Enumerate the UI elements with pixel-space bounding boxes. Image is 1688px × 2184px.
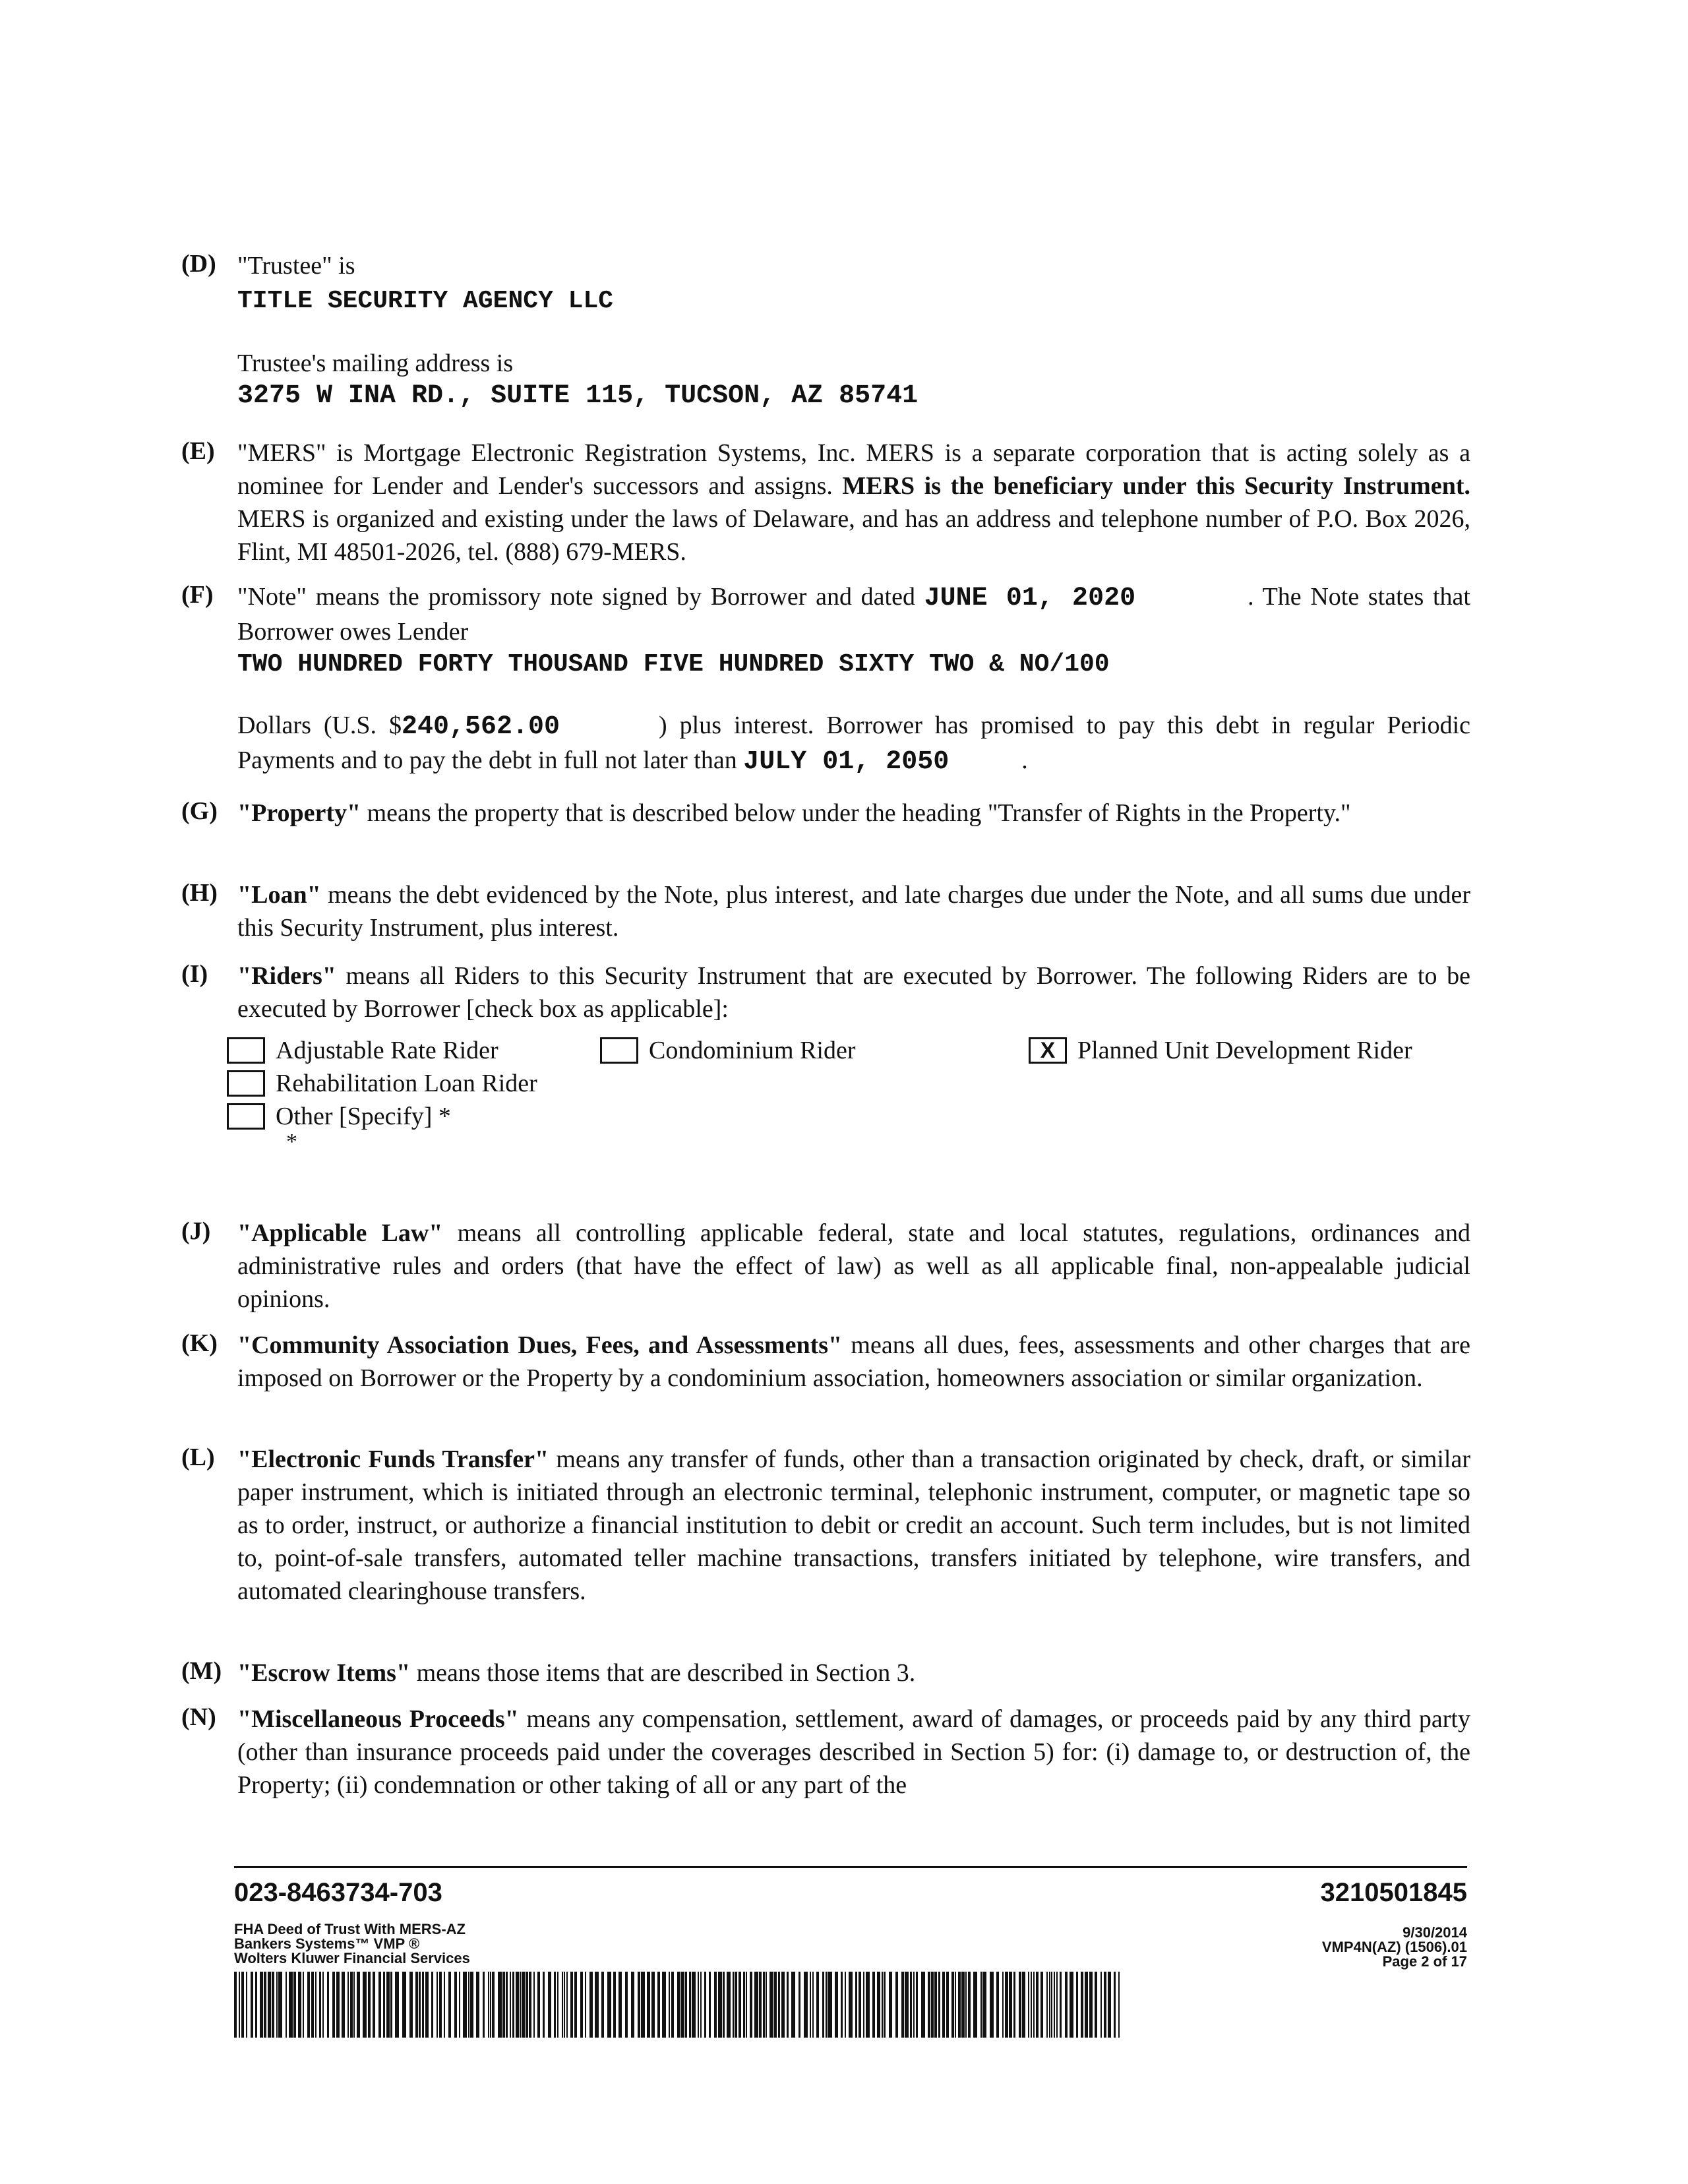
barcode-bar <box>488 1972 489 2038</box>
barcode-bar <box>293 1972 296 2038</box>
barcode-bar <box>512 1972 514 2038</box>
barcode-bar <box>251 1972 253 2038</box>
barcode-bar <box>383 1972 385 2038</box>
barcode-bar <box>1046 1972 1048 2038</box>
barcode-bar <box>955 1972 956 2038</box>
barcode-bar <box>961 1972 965 2038</box>
barcode-bar <box>921 1972 925 2038</box>
section-property: (G) "Property" means the property that is described below under the heading "Transfer of Rights in the Property." <box>181 797 1351 827</box>
barcode-bar <box>347 1972 349 2038</box>
barcode-bar <box>822 1972 824 2038</box>
section-label: (F) <box>181 581 214 609</box>
section-label: (M) <box>181 1657 222 1685</box>
barcode-bar <box>1095 1972 1097 2038</box>
note-dollars-text: Dollars (U.S. $240,562.00 ) plus interest. Borrower has promised to pay this debt in regular Periodic Payments and to pay the debt in full not later than JULY 01, 2050 . <box>237 712 1470 777</box>
barcode-bar <box>882 1972 883 2038</box>
barcode-bar <box>1036 1972 1039 2038</box>
barcode-bar <box>272 1972 274 2038</box>
barcode-bar <box>1054 1972 1055 2038</box>
barcode-bar <box>468 1972 469 2038</box>
barcode-bar <box>448 1972 451 2038</box>
barcode-bar <box>342 1972 345 2038</box>
barcode-bar <box>557 1972 558 2038</box>
barcode-bar <box>759 1972 762 2038</box>
barcode-bar <box>812 1972 814 2038</box>
barcode-bar <box>336 1972 340 2038</box>
barcode-bar <box>255 1972 257 2038</box>
section-applicable-law: (J) "Applicable Law" means all controlling applicable federal, state and local statutes, regulations, ordinances and administrative rules and orders (that have the effect of law) as well as all applicable final, non-appealable judicial opinions. <box>181 1217 1470 1313</box>
barcode-bar <box>714 1972 717 2038</box>
barcode-bar <box>647 1972 650 2038</box>
barcode-bar <box>595 1972 599 2038</box>
barcode-bar <box>810 1972 811 2038</box>
rider-planned-unit-development[interactable]: X Planned Unit Development Rider <box>1029 1036 1412 1065</box>
barcode-bar <box>1114 1972 1116 2038</box>
barcode-bar <box>437 1972 438 2038</box>
barcode-bar <box>506 1972 508 2038</box>
barcode-bar <box>733 1972 734 2038</box>
barcode-bar <box>1104 1972 1106 2038</box>
barcode-bar <box>750 1972 752 2038</box>
section-loan: (H) "Loan" means the debt evidenced by the Note, plus interest, and late charges due under the Note, and all sums due under this Security Instrument, plus interest. <box>181 879 1470 942</box>
barcode-bar <box>439 1972 442 2038</box>
checkbox[interactable] <box>600 1037 638 1064</box>
barcode-bar <box>526 1972 528 2038</box>
note-amount-words: TWO HUNDRED FORTY THOUSAND FIVE HUNDRED SIXTY TWO & NO/100 <box>237 650 1110 679</box>
barcode-bar <box>476 1972 479 2038</box>
barcode-bar <box>913 1972 915 2038</box>
barcode-bar <box>353 1972 355 2038</box>
barcode-bar <box>357 1972 360 2038</box>
barcode-bar <box>965 1972 967 2038</box>
barcode-bar <box>498 1972 502 2038</box>
barcode-bar <box>327 1972 329 2038</box>
barcode-bar <box>289 1972 293 2038</box>
barcode-bar <box>657 1972 660 2038</box>
barcode-bar <box>1028 1972 1029 2038</box>
barcode-bar <box>319 1972 321 2038</box>
barcode-bar <box>934 1972 937 2038</box>
barcode-bar <box>735 1972 737 2038</box>
barcode-bar <box>516 1972 519 2038</box>
barcode-bar <box>766 1972 767 2038</box>
case-number: 023-8463734-703 <box>234 1878 442 1907</box>
barcode-bar <box>973 1972 977 2038</box>
barcode-bar <box>1100 1972 1102 2038</box>
barcode-bar <box>422 1972 424 2038</box>
barcode-bar <box>470 1972 473 2038</box>
barcode-bar <box>841 1972 843 2038</box>
barcode-bar <box>574 1972 577 2038</box>
barcode-bar <box>631 1972 634 2038</box>
barcode-bar <box>638 1972 640 2038</box>
barcode-bar <box>916 1972 918 2038</box>
trustee-address-intro: Trustee's mailing address is <box>237 349 514 377</box>
barcode-bar <box>409 1972 413 2038</box>
section-note <box>181 580 1470 779</box>
barcode-bar <box>982 1972 986 2038</box>
barcode-bar <box>625 1972 628 2038</box>
barcode-bar <box>938 1972 940 2038</box>
form-version: 9/30/2014 VMP4N(AZ) (1506).01 Page 2 of 17 <box>1321 1924 1467 1970</box>
note-maturity-date: JULY 01, 2050 <box>743 747 950 777</box>
checkbox-checked[interactable]: X <box>1029 1037 1067 1064</box>
barcode-bar <box>1033 1972 1035 2038</box>
trustee-intro: "Trustee" is <box>237 252 355 280</box>
loan-number: 3210501845 <box>1320 1878 1467 1907</box>
barcode-bar <box>425 1972 429 2038</box>
barcode-bar <box>395 1972 399 2038</box>
barcode-bar <box>1118 1972 1120 2038</box>
barcode-bar <box>332 1972 335 2038</box>
barcode-bar <box>662 1972 666 2038</box>
barcode-bar <box>738 1972 741 2038</box>
barcode-bar <box>1019 1972 1021 2038</box>
barcode-bar <box>431 1972 433 2038</box>
barcode-bar <box>276 1972 278 2038</box>
barcode-bar <box>589 1972 593 2038</box>
section-electronic-funds-transfer: (L) "Electronic Funds Transfer" means any transfer of funds, other than a transaction originated by check, draft, or similar paper instrument, which is initiated through an electronic terminal, telephonic instrument, computer, or magnetic tape so as to order, instruct, or authorize a financial institution to debit or credit an account. Such term includes, but is not limited to, point-of-sale transfers, automated teller machine transactions, transfers initiated by telephone, wire transfers, and automated clearinghouse transfers. <box>181 1443 1470 1605</box>
barcode-bar <box>618 1972 622 2038</box>
section-escrow-items: (M) "Escrow Items" means those items that are described in Section 3. <box>181 1657 916 1687</box>
section-label: (G) <box>181 797 218 825</box>
barcode-bar <box>1005 1972 1008 2038</box>
note-text: "Note" means the promissory note signed by Borrower and dated JUNE 01, 2020 . The Note states that Borrower owes Lender <box>237 583 1470 646</box>
barcode-bar <box>718 1972 722 2038</box>
form-info: FHA Deed of Trust With MERS-AZ Bankers Systems™ VMP ® Wolters Kluwer Financial Services <box>234 1921 470 1966</box>
barcode-bar <box>723 1972 725 2038</box>
rider-other[interactable]: Other [Specify] * <box>227 1102 451 1131</box>
note-date: JUNE 01, 2020 <box>924 584 1136 613</box>
section-label: (D) <box>181 250 216 278</box>
barcode-bar <box>1056 1972 1058 2038</box>
barcode-bar <box>743 1972 745 2038</box>
barcode-bar <box>543 1972 545 2038</box>
barcode-bar <box>791 1972 795 2038</box>
barcode-bar <box>671 1972 674 2038</box>
barcode-bar <box>651 1972 655 2038</box>
barcode-bar <box>816 1972 819 2038</box>
barcode-bar <box>490 1972 491 2038</box>
section-riders: (I) "Riders" means all Riders to this Security Instrument that are executed by Borrower. The following Riders are to be executed by Borrower [check box as applicable]: Adjustable Rate Rider Condominium Rider X Planned Unit Development Rider Rehabilitation Loan Rider Other [Specify] * * <box>237 959 1470 1156</box>
barcode-bar <box>863 1972 864 2038</box>
barcode-bar <box>905 1972 909 2038</box>
barcode-bar <box>804 1972 808 2038</box>
barcode-bar <box>239 1972 240 2038</box>
section-label: (N) <box>181 1703 216 1731</box>
barcode-bar <box>1013 1972 1015 2038</box>
barcode-bar <box>363 1972 367 2038</box>
barcode-bar <box>669 1972 670 2038</box>
barcode-bar <box>246 1972 247 2038</box>
mers-text: "MERS" is Mortgage Electronic Registration Systems, Inc. MERS is a separate corporation that is acting solely as a nominee for Lender and Lender's successors and assigns. MERS is the beneficiary under this Security Instrument. MERS is organized and existing under the laws of Delaware, and has an address and telephone number of P.O. Box 2026, Flint, MI 48501-2026, tel. (888) 679-MERS. <box>237 439 1470 566</box>
barcode-bar <box>601 1972 604 2038</box>
barcode-bar <box>260 1972 263 2038</box>
barcode-bar <box>1031 1972 1032 2038</box>
checkbox[interactable] <box>227 1070 265 1097</box>
barcode-bar <box>1040 1972 1043 2038</box>
barcode-bar <box>946 1972 949 2038</box>
barcode-bar <box>990 1972 994 2038</box>
barcode <box>234 1972 1121 2038</box>
barcode-bar <box>799 1972 800 2038</box>
barcode-bar <box>378 1972 381 2038</box>
barcode-bar <box>781 1972 785 2038</box>
barcode-bar <box>763 1972 765 2038</box>
barcode-bar <box>849 1972 853 2038</box>
barcode-bar <box>264 1972 266 2038</box>
barcode-bar <box>942 1972 945 2038</box>
trustee-name: TITLE SECURITY AGENCY LLC <box>237 287 614 315</box>
barcode-bar <box>866 1972 870 2038</box>
section-community-association: (K) "Community Association Dues, Fees, and Assessments" means all dues, fees, assessments and other charges that are imposed on Borrower or the Property by a condominium association, homeowners association or similar organization. <box>181 1329 1470 1392</box>
checkbox[interactable] <box>227 1037 265 1064</box>
barcode-bar <box>415 1972 418 2038</box>
section-label: (H) <box>181 879 218 907</box>
barcode-bar <box>746 1972 747 2038</box>
barcode-bar <box>774 1972 777 2038</box>
barcode-bar <box>390 1972 392 2038</box>
barcode-bar <box>520 1972 521 2038</box>
barcode-bar <box>889 1972 892 2038</box>
barcode-bar <box>1081 1972 1083 2038</box>
rider-rehabilitation-loan[interactable]: Rehabilitation Loan Rider <box>227 1069 537 1098</box>
barcode-bar <box>928 1972 930 2038</box>
barcode-bar <box>463 1972 467 2038</box>
barcode-bar <box>564 1972 565 2038</box>
barcode-bar <box>483 1972 485 2038</box>
rider-checklist <box>237 1031 1470 1156</box>
barcode-bar <box>562 1972 563 2038</box>
barcode-bar <box>307 1972 310 2038</box>
barcode-bar <box>641 1972 645 2038</box>
barcode-bar <box>901 1972 904 2038</box>
barcode-bar <box>454 1972 457 2038</box>
barcode-bar <box>278 1972 282 2038</box>
barcode-bar <box>607 1972 611 2038</box>
note-amount: 240,562.00 <box>402 712 560 742</box>
barcode-bar <box>444 1972 445 2038</box>
barcode-bar <box>311 1972 314 2038</box>
rider-condominium[interactable]: Condominium Rider <box>600 1036 856 1065</box>
section-label: (K) <box>181 1329 218 1357</box>
barcode-bar <box>234 1972 237 2038</box>
barcode-bar <box>522 1972 525 2038</box>
barcode-bar <box>303 1972 304 2038</box>
checkbox[interactable] <box>227 1103 265 1130</box>
barcode-bar <box>322 1972 324 2038</box>
barcode-bar <box>787 1972 789 2038</box>
barcode-bar <box>700 1972 702 2038</box>
barcode-bar <box>419 1972 421 2038</box>
barcode-bar <box>958 1972 961 2038</box>
barcode-bar <box>373 1972 375 2038</box>
barcode-bar <box>872 1972 875 2038</box>
barcode-bar <box>769 1972 773 2038</box>
barcode-bar <box>677 1972 680 2038</box>
barcode-bar <box>877 1972 880 2038</box>
rider-adjustable-rate[interactable]: Adjustable Rate Rider <box>227 1036 498 1065</box>
barcode-bar <box>368 1972 371 2038</box>
other-asterisk: * <box>286 1130 297 1154</box>
barcode-bar <box>778 1972 780 2038</box>
barcode-bar <box>554 1972 556 2038</box>
trustee-address: 3275 W INA RD., SUITE 115, TUCSON, AZ 85741 <box>237 381 919 411</box>
section-mers <box>181 437 1470 568</box>
barcode-bar <box>580 1972 583 2038</box>
barcode-bar <box>529 1972 531 2038</box>
barcode-bar <box>548 1972 551 2038</box>
section-label: (J) <box>181 1217 211 1245</box>
barcode-bar <box>350 1972 353 2038</box>
barcode-bar <box>241 1972 244 2038</box>
barcode-bar <box>1049 1972 1050 2038</box>
barcode-bar <box>709 1972 711 2038</box>
barcode-bar <box>1009 1972 1012 2038</box>
footer-rule <box>234 1866 1467 1868</box>
barcode-bar <box>1089 1972 1093 2038</box>
barcode-bar <box>692 1972 696 2038</box>
barcode-bar <box>1002 1972 1004 2038</box>
barcode-bar <box>537 1972 540 2038</box>
barcode-bar <box>895 1972 898 2038</box>
barcode-bar <box>859 1972 861 2038</box>
barcode-bar <box>502 1972 505 2038</box>
barcode-bar <box>459 1972 460 2038</box>
barcode-bar <box>845 1972 846 2038</box>
barcode-bar <box>704 1972 706 2038</box>
barcode-bar <box>826 1972 828 2038</box>
barcode-bar <box>828 1972 832 2038</box>
barcode-bar <box>681 1972 684 2038</box>
barcode-bar <box>585 1972 586 2038</box>
barcode-bar <box>835 1972 838 2038</box>
section-label: (E) <box>181 437 215 465</box>
barcode-bar <box>855 1972 857 2038</box>
barcode-bar <box>685 1972 687 2038</box>
barcode-bar <box>980 1972 982 2038</box>
barcode-bar <box>689 1972 691 2038</box>
barcode-bar <box>386 1972 390 2038</box>
barcode-bar <box>1085 1972 1088 2038</box>
barcode-bar <box>1108 1972 1111 2038</box>
section-label: (L) <box>181 1443 215 1471</box>
section-trustee <box>181 249 1470 413</box>
barcode-bar <box>492 1972 495 2038</box>
barcode-bar <box>1076 1972 1078 2038</box>
barcode-bar <box>910 1972 912 2038</box>
barcode-bar <box>566 1972 568 2038</box>
barcode-bar <box>968 1972 971 2038</box>
barcode-bar <box>884 1972 886 2038</box>
barcode-bar <box>951 1972 954 2038</box>
barcode-bar <box>727 1972 731 2038</box>
barcode-bar <box>613 1972 616 2038</box>
barcode-bar <box>1060 1972 1062 2038</box>
section-label: (I) <box>181 960 208 988</box>
barcode-bar <box>315 1972 316 2038</box>
barcode-bar <box>402 1972 406 2038</box>
barcode-bar <box>268 1972 271 2038</box>
barcode-bar <box>1070 1972 1073 2038</box>
barcode-bar <box>1022 1972 1025 2038</box>
barcode-bar <box>570 1972 573 2038</box>
barcode-bar <box>510 1972 511 2038</box>
barcode-bar <box>931 1972 934 2038</box>
barcode-bar <box>298 1972 301 2038</box>
barcode-bar <box>996 1972 999 2038</box>
section-miscellaneous-proceeds: (N) "Miscellaneous Proceeds" means any compensation, settlement, award of damages, or proceeds paid by any third party (other than insurance proceeds paid under the coverages described in Section 5) for: (i) damage to, or destruction of, the Property; (ii) condemnation or other taking of all or any part of the <box>181 1703 1470 1799</box>
barcode-bar <box>533 1972 535 2038</box>
barcode-bar <box>1051 1972 1052 2038</box>
barcode-bar <box>286 1972 287 2038</box>
barcode-bar <box>754 1972 758 2038</box>
barcode-bar <box>1065 1972 1068 2038</box>
barcode-bar <box>698 1972 699 2038</box>
